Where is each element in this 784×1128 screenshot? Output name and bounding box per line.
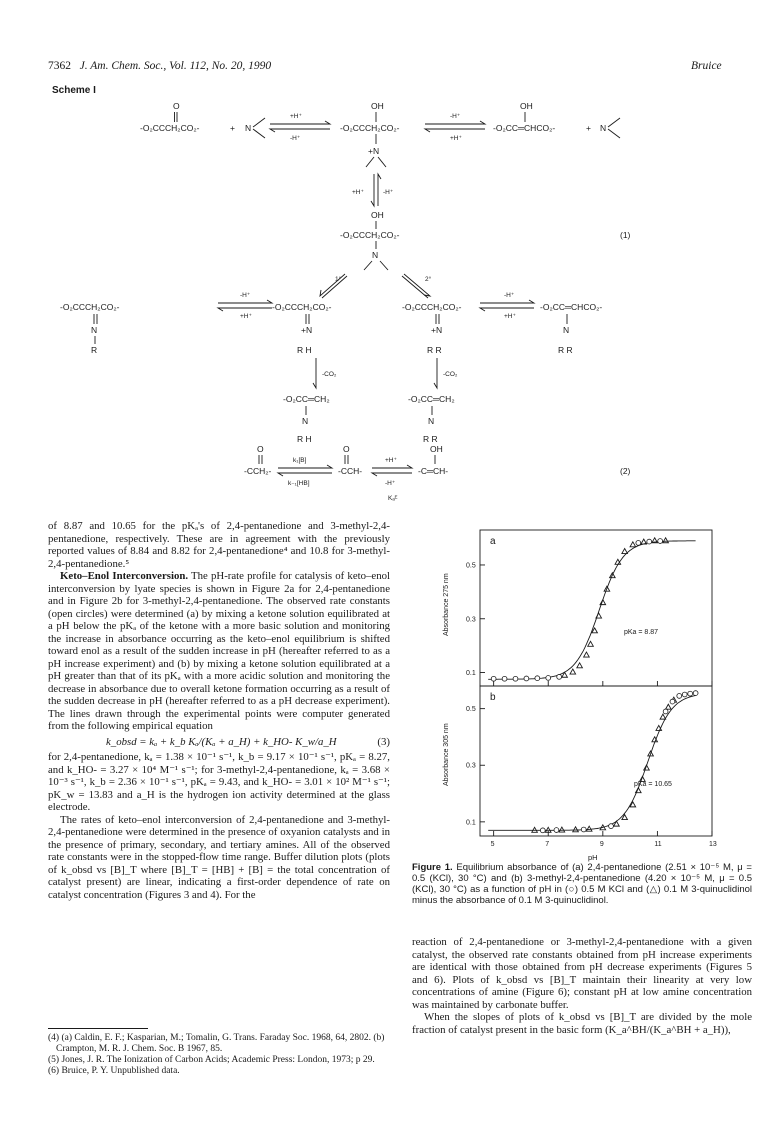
data-point-triangle [660, 714, 666, 719]
figure-caption [412, 862, 752, 906]
arrow-label: +H⁺ [352, 189, 364, 196]
data-point-triangle [630, 542, 636, 547]
carbinolamine: -O₂CCCH₂CO₂- [340, 123, 400, 133]
nitrogen-label: +N [431, 325, 443, 335]
reaction-scheme [0, 96, 784, 516]
footnote-rule [48, 1028, 148, 1029]
data-point-circle [502, 676, 507, 681]
oxo-label: O [257, 444, 264, 454]
enolate-anion: -CCH- [338, 466, 363, 476]
paragraph-continued: reaction of 2,4-pentanedione or 3-methyl-2,4-pentanedione with a given catalyst, the observed rate constants obtained from pH increase experiments are identical with those obtained from pH decrease experiments (Figures 5 and 6). Plots of k_obsd vs [B]_T maintain their linearity at very low concentrations of amine (Figure 6); constant pH at low amine concentration was maintained by carbonate buffer. [412, 936, 752, 1011]
data-point-circle [693, 691, 698, 696]
equilibrium-arrow [270, 129, 330, 132]
data-point-circle [513, 676, 518, 681]
pka-annotation-a: pKa = 8.87 [624, 629, 659, 636]
paragraph-pka: of 8.87 and 10.65 for the pKₐ's of 2,4-pentanedione and 3-methyl-2,4-pentanedione, respectively. These are in agreement with the previously reported values of 8.84 and 8.82 for 2,4-pentanedione⁴ and 10.8 for 3-methyl-2,4-pentanedione.⁵ [48, 520, 390, 570]
panel-a-frame [480, 530, 712, 686]
amine-bond [608, 129, 620, 138]
forward-rate: k₁[B] [293, 457, 307, 464]
fitted-curve [488, 696, 695, 831]
oxo-label: O [343, 444, 350, 454]
decarboxylated-product: -O₂CC═CH₂ [283, 394, 330, 404]
data-point-triangle [586, 826, 592, 831]
arrow-label: +H⁺ [504, 313, 516, 320]
equilibrium-arrow [480, 300, 534, 303]
paragraph-constants: for 2,4-pentanedione, kₐ = 1.38 × 10⁻¹ s⁻¹, k_b = 9.17 × 10⁻¹ s⁻¹, pKₐ = 8.27, and k_HO- = 3.27 × 10⁴ M⁻¹ s⁻¹; for 3-methyl-2,4-pentanedione, kₐ = 3.68 × 10⁻³ s⁻¹, k_b = 2.36 × 10⁻¹ s⁻¹, pKₐ = 9.43, and k_HO- = 3.01 × 10² M⁻¹ s⁻¹; pK_w = 13.83 and a_H is the hydrogen ion activity determined at the glass electrode. [48, 751, 390, 813]
carbinolamine-neutral: -O₂CCCH₂CO₂- [340, 230, 400, 240]
nitrogen-label: +N [301, 325, 313, 335]
footnotes [48, 1028, 390, 1077]
bond [366, 157, 374, 167]
nitrogen-label: N [563, 325, 570, 335]
data-point-triangle [622, 549, 628, 554]
data-point-circle [524, 676, 529, 681]
bond [364, 261, 372, 270]
data-point-triangle [573, 827, 579, 832]
arrow-label: +H⁺ [385, 457, 397, 464]
data-point-circle [554, 828, 559, 833]
equilibrium-arrow [480, 308, 534, 311]
data-point-circle [581, 827, 586, 832]
plus-sign: + [586, 123, 591, 133]
data-point-triangle [663, 538, 669, 543]
paragraph-body: The pH-rate profile for catalysis of keto–enol interconversion by lyate species is shown in Figure 2a for 2,4-pentanedione and in Figure 2b for 3-methyl-2,4-pentanedione. The observed rate constants (open circles) were determined (a) by mixing a ketone solution equilibrated at a pH below the pKₐ of the ketone with a more basic solution and monitoring the increase in absorbance occurring as the keto–enol equilibrium is shifted toward enol as a result of the sudden increase in pH (hereafter referred to as a pH increase experiment) and (b) by mixing a ketone solution equilibrated at a pH greater than that of its pKₐ with a more acidic solution and monitoring the decrease in absorbance due to overall ketone formation occurring as a result of the sudden decrease in pH (hereafter referred to as a pH decrease experiment). The lines drawn through the experimental points were computer generated from the following empirical equation [48, 570, 390, 732]
x-tick-label: 5 [490, 841, 495, 848]
pathway-arrow [320, 274, 345, 296]
data-point-circle [535, 676, 540, 681]
data-point-circle [682, 692, 687, 697]
data-point-circle [670, 699, 675, 704]
reverse-rate: k₋₁[HB] [288, 480, 310, 487]
data-point-triangle [577, 663, 583, 668]
diketone-reactant: -O₂CCCH₂CO₂- [140, 123, 200, 133]
data-point-circle [491, 676, 496, 681]
decarboxylation-arrow [313, 358, 316, 388]
vertical-equilibrium-arrow [371, 174, 374, 206]
y-tick-label: 0.1 [466, 670, 476, 678]
data-point-circle [663, 709, 668, 714]
enamine: -O₂CC═CHCO₂- [540, 302, 603, 312]
equilibrium-arrow [425, 129, 485, 132]
arrow-label: +H⁺ [240, 313, 252, 320]
data-point-triangle [644, 765, 650, 770]
equation-number-2: (2) [620, 466, 631, 476]
x-tick-label: 13 [709, 841, 717, 848]
data-point-circle [557, 674, 562, 679]
arrow-label: +H⁺ [450, 135, 462, 142]
equilibrium-arrow [218, 308, 272, 311]
substituents: R H [297, 434, 312, 444]
data-point-triangle [559, 827, 565, 832]
arrow-label: +H⁺ [290, 113, 302, 120]
y-axis-label-a: Absorbance 275 nm [443, 573, 450, 636]
nitrogen-label: N [372, 250, 379, 260]
plus-sign: + [230, 123, 235, 133]
x-tick-label: 7 [545, 841, 550, 848]
data-point-triangle [641, 539, 647, 544]
r-group: R [91, 345, 98, 355]
y-tick-label: 0.5 [466, 562, 476, 570]
caption-text: Equilibrium absorbance of (a) 2,4-pentanedione (2.51 × 10⁻⁵ M, μ = 0.5 (KCl), 30 °C) and (b) 3-methyl-2,4-pentanedione (4.20 × 10⁻⁵ M, μ = 0.5 (KCl), 30 °C) as a function of pH in (○) 0.5 M KCl and (△) 0.1 M 3-quinuclidinol minus the absorbance of 0.1 M 3-quinuclidinol. [412, 862, 752, 906]
hydroxyl-label: OH [371, 101, 384, 111]
amine-reactant: N [245, 123, 252, 133]
running-header [48, 60, 271, 72]
hydroxyl-label: OH [371, 210, 384, 220]
nitrogen-label: N [428, 416, 435, 426]
substituents: R R [558, 345, 573, 355]
data-point-triangle [570, 669, 576, 674]
fitted-curve [488, 541, 695, 680]
arrow-label: -H⁺ [383, 189, 394, 196]
decarboxylated-product: -O₂CC═CH₂ [408, 394, 455, 404]
data-point-triangle [588, 641, 594, 646]
equilibrium-arrow [425, 121, 485, 124]
paragraph-rates: The rates of keto–enol interconversion of 2,4-pentanedione and 3-methyl-2,4-pentanedione were determined in the presence of oxyanion catalysts and in the presence of primary, secondary, and tertiary amines. All of the observed rate constants were in the stopped-flow time range. Buffer dilution plots (plots of k_obsd vs [B]_T where [B]_T = [HB] + [B] = the total concentration of catalyst present) are linear, indicating a first-order dependence of rate on catalyst concentration (Figures 3 and 4). For the [48, 813, 390, 901]
acidity-constant: Kₐᴱ [388, 495, 398, 502]
footnote-4: (4) (a) Caldin, E. F.; Kasparian, M.; Tomalin, G. Trans. Faraday Soc. 1968, 64, 2802. (b) Crampton, M. R. J. Chem. Soc. B 1967, 85. [48, 1033, 385, 1054]
data-point-triangle [666, 704, 672, 709]
equilibrium-arrow [218, 300, 272, 303]
paragraph-slopes: When the slopes of plots of k_obsd vs [B]_T are divided by the mole fraction of catalyst present in the basic form (K_a^BH/(K_a^BH + a_H)), [412, 1011, 752, 1036]
pka-annotation-b: pKa = 10.65 [634, 781, 672, 788]
x-tick-label: 11 [654, 841, 662, 848]
keto-form: -CCH₂- [244, 466, 272, 476]
data-point-triangle [614, 821, 620, 826]
arrow-label-secondary: 2° [425, 276, 432, 283]
data-point-circle [540, 828, 545, 833]
data-point-triangle [636, 788, 642, 793]
journal-citation: J. Am. Chem. Soc., Vol. 112, No. 20, 1990 [79, 60, 272, 72]
iminium-primary: -O₂CCCH₂CO₂- [272, 302, 332, 312]
equilibrium-arrow [372, 465, 412, 468]
panel-b-label: b [490, 692, 496, 703]
data-point-triangle [600, 600, 606, 605]
left-column [48, 520, 390, 901]
figure-1-chart [430, 524, 720, 864]
hydroxyl-label: OH [430, 444, 443, 454]
hydroxyl-label: OH [520, 101, 533, 111]
data-point-circle [677, 694, 682, 699]
data-point-triangle [596, 613, 602, 618]
data-point-triangle [584, 652, 590, 657]
data-point-circle [647, 539, 652, 544]
rate-equation [48, 733, 390, 752]
data-point-circle [609, 824, 614, 829]
running-author: Bruice [691, 60, 722, 72]
page-number: 7362 [48, 60, 71, 72]
data-point-circle [688, 691, 693, 696]
iminium-secondary: -O₂CCCH₂CO₂- [402, 302, 462, 312]
data-point-circle [546, 676, 551, 681]
section-heading: Keto–Enol Interconversion. [60, 570, 189, 582]
arrow-label: -H⁺ [240, 292, 251, 299]
caption-label: Figure 1. [412, 862, 453, 873]
amine-product: N [600, 123, 607, 133]
arrow-label: -H⁺ [290, 135, 301, 142]
data-point-circle [636, 541, 641, 546]
x-tick-label: 9 [599, 841, 604, 848]
decarboxylation-arrow [434, 358, 437, 388]
amine-bond [253, 129, 265, 138]
bond [380, 261, 388, 270]
arrow-label: -H⁺ [385, 480, 396, 487]
enol-product: -O₂CC═CHCO₂- [493, 123, 556, 133]
substituents: R R [427, 345, 442, 355]
data-point-circle [658, 539, 663, 544]
footnote-6: (6) Bruice, P. Y. Unpublished data. [48, 1066, 180, 1076]
arrow-label-primary: 1° [335, 276, 342, 283]
equation-number-3: (3) [377, 735, 390, 748]
bond [378, 157, 386, 167]
y-tick-label: 0.3 [466, 616, 476, 624]
imine: -O₂CCCH₂CO₂- [60, 302, 120, 312]
data-point-triangle [532, 827, 538, 832]
substituents: R H [297, 345, 312, 355]
equilibrium-arrow [278, 473, 332, 476]
equation-body: k_obsd = kₐ + k_b Kₐ/(Kₐ + a_H) + k_HO- K_w/a_H [106, 735, 337, 748]
y-tick-label: 0.5 [466, 706, 476, 714]
y-axis-label-b: Absorbance 305 nm [443, 723, 450, 786]
amine-bond [253, 118, 265, 127]
panel-a-label: a [490, 536, 496, 547]
y-tick-label: 0.1 [466, 819, 476, 827]
ammonium-label: +N [368, 146, 380, 156]
panel-b-frame [480, 686, 712, 836]
nitrogen-label: N [91, 325, 98, 335]
equilibrium-arrow [270, 121, 330, 124]
enol-form: -C═CH- [418, 466, 449, 476]
arrow-label: -CO₂ [322, 371, 337, 378]
substituents: R R [423, 434, 438, 444]
nitrogen-label: N [302, 416, 309, 426]
x-axis-label: pH [588, 853, 598, 862]
equilibrium-arrow [278, 465, 332, 468]
oxo-label: O [173, 101, 180, 111]
arrow-label: -H⁺ [504, 292, 515, 299]
y-tick-label: 0.3 [466, 762, 476, 770]
amine-bond [608, 118, 620, 127]
equilibrium-arrow [372, 473, 412, 476]
vertical-equilibrium-arrow [378, 174, 381, 206]
arrow-label: -CO₂ [443, 371, 458, 378]
scheme-title: Scheme I [52, 85, 96, 96]
footnote-5: (5) Jones, J. R. The Ionization of Carbon Acids; Academic Press: London, 1973; p 29. [48, 1055, 375, 1065]
right-column [412, 936, 752, 1036]
equation-number-1: (1) [620, 230, 631, 240]
arrow-label: -H⁺ [450, 113, 461, 120]
paragraph-keto-enol [48, 570, 390, 733]
